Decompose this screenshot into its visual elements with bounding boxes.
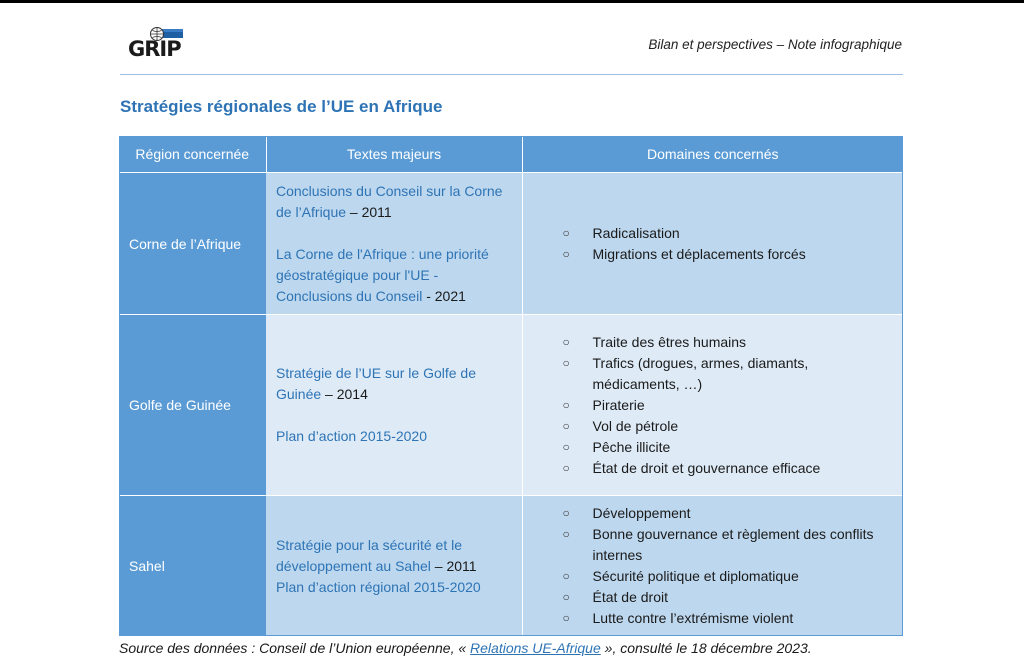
list-item <box>561 566 894 587</box>
list-item <box>561 524 894 566</box>
text-link[interactable]: Plan d’action 2015-2020 <box>276 428 428 444</box>
table-row <box>119 173 903 315</box>
texts-cell <box>266 315 522 496</box>
texts-cell <box>266 496 522 637</box>
text-entry <box>276 363 508 405</box>
text-date: - 2021 <box>422 287 466 304</box>
domains-cell <box>522 173 903 315</box>
domain-text: Trafics (drogues, armes, diamants, médicaments, …) <box>592 354 809 392</box>
domain-text: Radicalisation <box>592 224 680 241</box>
text-entry <box>276 426 508 447</box>
table-row <box>119 315 903 496</box>
circle-bullet-icon: ○ <box>562 355 570 370</box>
list-item <box>561 503 894 524</box>
domain-text: Vol de pétrole <box>592 417 679 434</box>
domain-text: Migrations et déplacements forcés <box>592 245 806 262</box>
domain-text: État de droit <box>592 589 668 605</box>
region-cell: Corne de l’Afrique <box>119 173 266 315</box>
grip-logo <box>128 24 188 62</box>
domain-text: Pêche illicite <box>592 438 671 455</box>
list-item <box>561 244 894 265</box>
circle-bullet-icon: ○ <box>562 590 570 604</box>
table-row <box>119 496 903 637</box>
top-border <box>0 0 1024 3</box>
source-suffix: », consulté le 18 décembre 2023. <box>600 640 812 656</box>
text-date: – 2014 <box>321 386 368 402</box>
region-cell: Sahel <box>119 496 266 637</box>
circle-bullet-icon: ○ <box>562 397 570 412</box>
list-item <box>561 608 894 629</box>
text-entry <box>276 181 508 223</box>
list-item <box>561 437 894 458</box>
text-link[interactable]: Conclusions du Conseil sur la Corne de l’Afrique <box>276 182 503 220</box>
logo-text: GRIP <box>128 37 181 61</box>
circle-bullet-icon: ○ <box>562 569 570 583</box>
circle-bullet-icon: ○ <box>562 611 570 625</box>
domains-list <box>561 332 894 479</box>
text-link[interactable]: Plan d’action régional 2015-2020 <box>276 578 481 595</box>
domains-cell <box>522 496 903 637</box>
header-divider <box>120 74 903 75</box>
text-link[interactable]: Stratégie pour la sécurité et le développement au Sahel <box>276 536 462 574</box>
text-entry <box>276 577 508 598</box>
circle-bullet-icon: ○ <box>562 439 570 454</box>
domain-text: État de droit et gouvernance efficace <box>592 459 821 476</box>
texts-cell <box>266 173 522 315</box>
domains-cell <box>522 315 903 496</box>
domains-list <box>561 503 894 629</box>
source-link[interactable]: Relations UE-Afrique <box>470 640 601 656</box>
circle-bullet-icon: ○ <box>562 460 570 475</box>
text-entry <box>276 535 508 577</box>
text-entry <box>276 244 508 307</box>
circle-bullet-icon: ○ <box>562 527 570 541</box>
domain-text: Lutte contre l’extrémisme violent <box>592 610 794 626</box>
domain-text: Développement <box>592 505 691 521</box>
domains-list <box>561 223 894 265</box>
text-date: – 2011 <box>430 557 477 574</box>
page-title: Stratégies régionales de l’UE en Afrique <box>120 97 443 116</box>
list-item <box>561 223 894 244</box>
table-header-row <box>119 136 903 173</box>
circle-bullet-icon: ○ <box>562 506 570 520</box>
column-header-region: Région concernée <box>119 136 266 173</box>
region-cell: Golfe de Guinée <box>119 315 266 496</box>
list-item <box>561 587 894 608</box>
list-item <box>561 353 894 395</box>
text-link[interactable]: Stratégie de l’UE sur le Golfe de Guinée <box>276 365 476 402</box>
list-item <box>561 395 894 416</box>
source-prefix: Source des données : Conseil de l’Union européenne, « <box>119 640 471 656</box>
circle-bullet-icon: ○ <box>562 334 570 349</box>
list-item <box>561 458 894 479</box>
circle-bullet-icon: ○ <box>562 418 570 433</box>
column-header-domains: Domaines concernés <box>522 136 903 173</box>
list-item <box>561 416 894 437</box>
list-item <box>561 332 894 353</box>
domain-text: Sécurité politique et diplomatique <box>592 568 799 584</box>
document-subtitle: Bilan et perspectives – Note infographique <box>648 37 902 52</box>
text-link[interactable]: La Corne de l'Afrique : une priorité géostratégique pour l'UE - Conclusions du Conseil <box>276 245 489 304</box>
column-header-texts: Textes majeurs <box>266 136 522 173</box>
domain-text: Bonne gouvernance et règlement des conflits internes <box>592 526 874 563</box>
source-note <box>119 640 812 656</box>
domain-text: Traite des êtres humains <box>592 333 747 350</box>
circle-bullet-icon: ○ <box>562 246 570 261</box>
strategies-table <box>119 136 903 637</box>
text-date: – 2011 <box>346 203 392 220</box>
circle-bullet-icon: ○ <box>562 225 570 240</box>
domain-text: Piraterie <box>592 396 645 413</box>
